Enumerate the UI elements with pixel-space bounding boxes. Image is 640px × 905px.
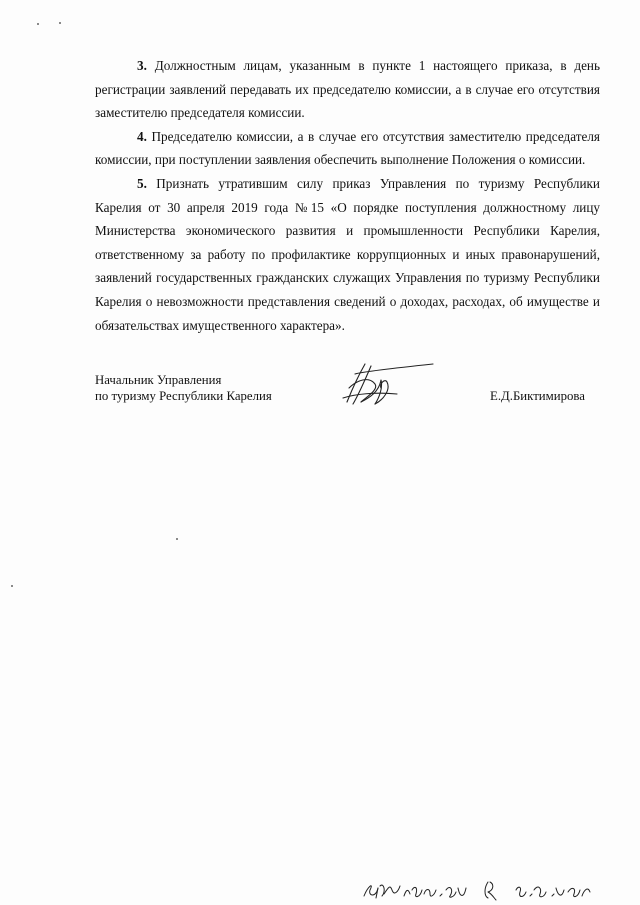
paragraph-4 <box>95 125 600 172</box>
scan-speck <box>11 585 13 587</box>
signature-block <box>95 372 605 412</box>
paragraph-number: 5. <box>137 175 147 191</box>
handwritten-note-mark <box>360 876 600 902</box>
signatory-title-line1: Начальник Управления <box>95 373 222 387</box>
signatory-title <box>95 372 272 404</box>
paragraph-number: 3. <box>137 58 147 73</box>
scan-speck <box>37 23 39 25</box>
paragraph-number: 4. <box>137 128 147 144</box>
paragraph-3 <box>95 54 600 125</box>
signatory-name: Е.Д.Биктимирова <box>490 389 585 403</box>
order-body <box>95 54 600 337</box>
paragraph-text: Должностным лицам, указанным в пункте 1 настоящего приказа, в день регистрации заявлений передавать их председателю комиссии, а в случае его отсутствия заместителю председателя комиссии. <box>95 58 600 121</box>
signatory-title-line2: по туризму Республики Карелия <box>95 389 272 403</box>
scan-speck <box>176 538 178 540</box>
handwritten-signature <box>335 358 435 410</box>
paragraph-text: Председателю комиссии, а в случае его отсутствия заместителю председателя комиссии, при поступлении заявления обеспечить выполнение Положения о комиссии. <box>95 128 600 168</box>
paragraph-text: Признать утратившим силу приказ Управления по туризму Республики Карелия от 30 апреля 2019 года №15 «О порядке поступления должностному лицу Министерства экономического развития и промышленности Республики Карелия, ответственному за работу по профилактике коррупционных и иных правонарушений, заявлений государственных гражданских служащих Управления по туризму Республики Карелия о невозможности представления сведений о доходах, расходах, об имуществе и обязательствах имущественного характера». <box>95 175 600 333</box>
scan-speck <box>59 22 61 24</box>
paragraph-5 <box>95 172 600 337</box>
